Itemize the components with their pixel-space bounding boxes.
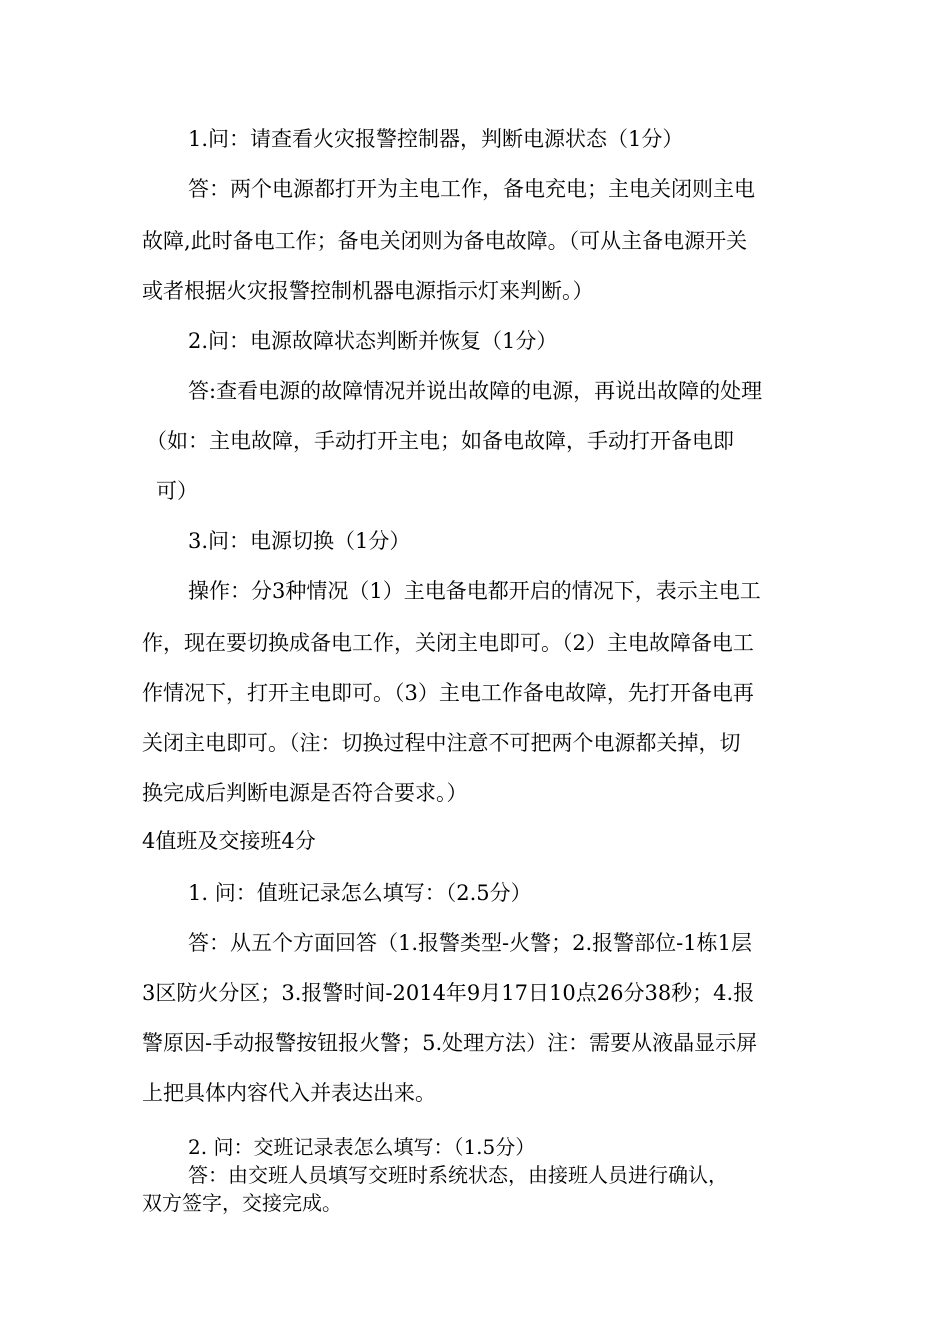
question-3-1: 1.问：请查看火灾报警控制器，判断电源状态（1分） — [188, 127, 684, 151]
question-3-2: 2.问：电源故障状态判断并恢复（1分） — [188, 329, 558, 353]
answer-line: 故障,此时备电工作；备电关闭则为备电故障。（可从主备电源开关 — [142, 229, 748, 253]
answer-line: 上把具体内容代入并表达出来。 — [142, 1081, 436, 1105]
answer-line: 可） — [156, 479, 198, 503]
answer-line: 作情况下，打开主电即可。（3）主电工作备电故障，先打开备电再 — [142, 681, 754, 705]
answer-line: 换完成后判断电源是否符合要求。） — [142, 781, 468, 805]
question-4-1: 1. 问：值班记录怎么填写：（2.5分） — [188, 881, 532, 905]
answer-line: 关闭主电即可。（注：切换过程中注意不可把两个电源都关掉，切 — [142, 731, 741, 755]
question-4-2: 2. 问：交班记录表怎么填写：（1.5分） — [188, 1135, 536, 1159]
answer-line: 答：两个电源都打开为主电工作，备电充电；主电关闭则主电 — [188, 177, 755, 201]
section-4-heading: 4值班及交接班4分 — [142, 829, 316, 853]
question-3-3: 3.问：电源切换（1分） — [188, 529, 411, 553]
answer-line: 作，现在要切换成备电工作，关闭主电即可。（2）主电故障备电工 — [142, 631, 754, 655]
answer-line: 3区防火分区；3.报警时间-2014年9月17日10点26分38秒；4.报 — [142, 981, 755, 1005]
answer-line: 双方签字，交接完成。 — [142, 1191, 342, 1215]
answer-line: 答：由交班人员填写交班时系统状态，由接班人员进行确认， — [188, 1163, 728, 1187]
answer-line: 警原因-手动报警按钮报火警；5.处理方法）注：需要从液晶显示屏 — [142, 1031, 758, 1055]
answer-line: 答:查看电源的故障情况并说出故障的电源，再说出故障的处理 — [188, 379, 763, 403]
answer-line: 答：从五个方面回答（1.报警类型-火警；2.报警部位-1栋1层 — [188, 931, 752, 955]
answer-line: 操作：分3种情况（1）主电备电都开启的情况下，表示主电工 — [188, 579, 761, 603]
answer-line: 或者根据火灾报警控制机器电源指示灯来判断。） — [142, 279, 594, 303]
answer-line: （如：主电故障，手动打开主电；如备电故障，手动打开备电即 — [146, 429, 734, 453]
